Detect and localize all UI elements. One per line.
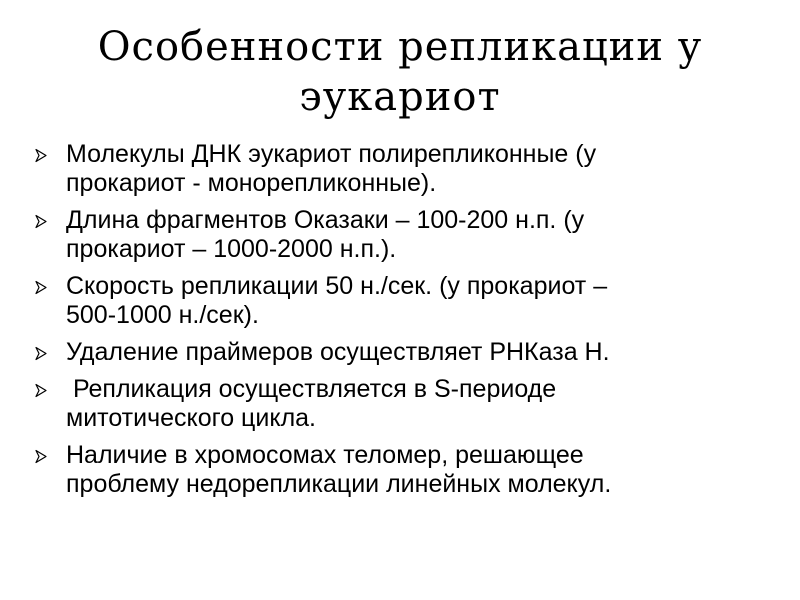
- bullet-text-line-1: Удаление праймеров осуществляет РНКаза Н.: [66, 338, 610, 366]
- bullet-item: [32, 375, 772, 433]
- bullet-text-line-1: Скорость репликации 50 н./сек. (у прокариот –: [66, 272, 608, 300]
- slide-title-line-1: Особенности репликации у: [97, 24, 703, 70]
- slide-title-line-2: эукариот: [299, 74, 501, 120]
- bullet-text-line-2: прокариот – 1000-2000 н.п.).: [66, 235, 397, 263]
- bullet-item: [32, 441, 772, 499]
- bullet-item: [32, 206, 772, 264]
- bullet-item: [32, 338, 772, 367]
- bullet-text-line-1: Наличие в хромосомах теломер, решающее: [66, 441, 584, 469]
- bullet-item: [32, 140, 772, 198]
- bullet-text-line-2: 500-1000 н./сек).: [66, 301, 259, 329]
- bullet-text-line-1: Репликация осуществляется в S-периоде: [66, 375, 557, 403]
- bullet-text-line-1: Молекулы ДНК эукариот полирепликонные (у: [66, 140, 597, 168]
- hollow-arrow-bullet-icon: [34, 346, 48, 361]
- bullet-text-line-2: проблему недорепликации линейных молекул.: [66, 470, 612, 498]
- slide-title: [40, 22, 760, 122]
- bullet-item: [32, 272, 772, 330]
- bullet-text-line-2: прокариот - монорепликонные).: [66, 169, 437, 197]
- hollow-arrow-bullet-icon: [34, 449, 48, 464]
- hollow-arrow-bullet-icon: [34, 383, 48, 398]
- bullet-text-line-2: митотического цикла.: [66, 404, 316, 432]
- hollow-arrow-bullet-icon: [34, 148, 48, 163]
- bullet-text-line-1: Длина фрагментов Оказаки – 100-200 н.п. (у: [66, 206, 585, 234]
- bullet-list: [32, 140, 772, 507]
- hollow-arrow-bullet-icon: [34, 214, 48, 229]
- hollow-arrow-bullet-icon: [34, 280, 48, 295]
